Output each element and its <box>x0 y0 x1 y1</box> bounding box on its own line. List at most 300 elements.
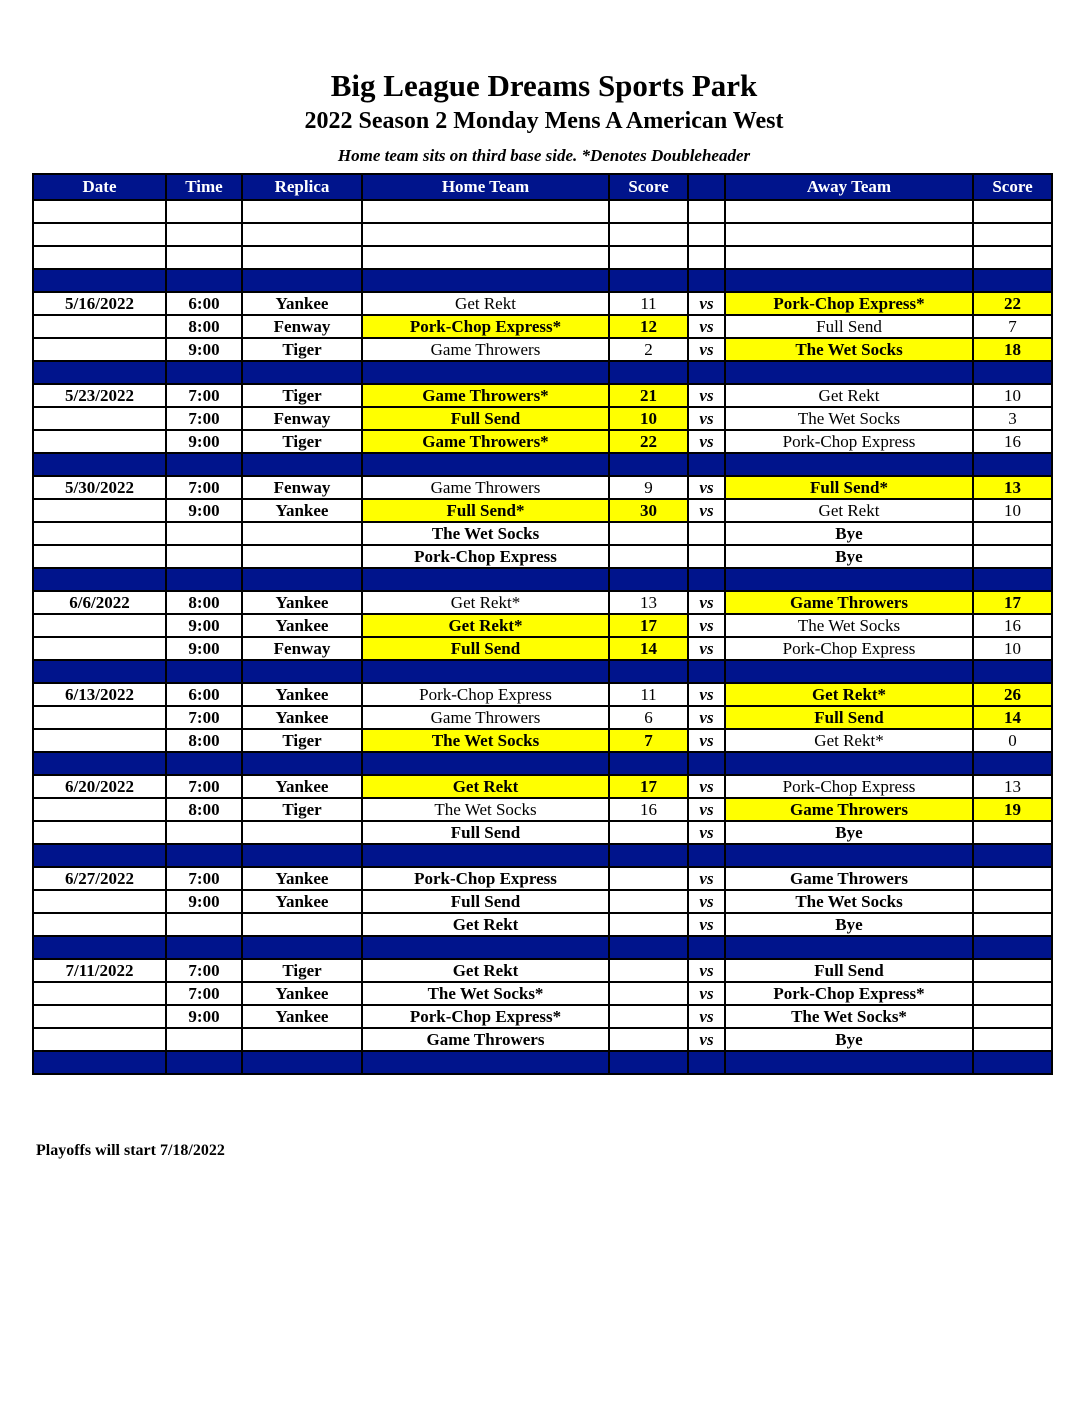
away-team-cell: Game Throwers <box>725 798 973 821</box>
home-score-cell <box>609 453 688 476</box>
away-team-cell: Pork-Chop Express <box>725 637 973 660</box>
away-team-cell: Get Rekt* <box>725 729 973 752</box>
game-row <box>33 775 1052 798</box>
date-cell: 6/13/2022 <box>33 683 166 706</box>
home-team-cell: Game Throwers <box>362 476 609 499</box>
week-separator-row <box>33 269 1052 292</box>
away-score-cell <box>973 522 1052 545</box>
game-row <box>33 522 1052 545</box>
date-cell <box>33 200 166 223</box>
home-team-cell: Pork-Chop Express <box>362 867 609 890</box>
week-separator-row <box>33 361 1052 384</box>
schedule-table <box>32 173 1053 1075</box>
home-score-cell: 17 <box>609 614 688 637</box>
away-team-cell: Full Send <box>725 706 973 729</box>
vs-cell <box>688 223 725 246</box>
date-cell <box>33 338 166 361</box>
vs-cell: vs <box>688 476 725 499</box>
away-team-cell: Full Send <box>725 959 973 982</box>
game-row <box>33 637 1052 660</box>
home-team-cell: Get Rekt <box>362 913 609 936</box>
game-row <box>33 1005 1052 1028</box>
time-cell <box>166 752 242 775</box>
time-cell: 7:00 <box>166 706 242 729</box>
home-team-cell: The Wet Socks* <box>362 982 609 1005</box>
vs-cell: vs <box>688 637 725 660</box>
away-team-cell: Full Send* <box>725 476 973 499</box>
home-score-cell <box>609 200 688 223</box>
home-team-cell: Game Throwers* <box>362 384 609 407</box>
away-team-cell: Pork-Chop Express* <box>725 982 973 1005</box>
replica-cell: Tiger <box>242 338 362 361</box>
time-cell <box>166 361 242 384</box>
home-score-cell <box>609 752 688 775</box>
away-score-cell <box>973 936 1052 959</box>
away-score-cell: 7 <box>973 315 1052 338</box>
replica-cell: Yankee <box>242 1005 362 1028</box>
replica-cell: Yankee <box>242 591 362 614</box>
replica-cell: Yankee <box>242 499 362 522</box>
game-row <box>33 729 1052 752</box>
time-cell <box>166 1028 242 1051</box>
away-score-cell <box>973 200 1052 223</box>
game-row <box>33 292 1052 315</box>
home-team-cell <box>362 936 609 959</box>
home-team-cell: Get Rekt <box>362 292 609 315</box>
date-cell <box>33 821 166 844</box>
date-cell: 5/23/2022 <box>33 384 166 407</box>
home-score-cell: 17 <box>609 775 688 798</box>
away-score-cell: 10 <box>973 637 1052 660</box>
away-team-cell <box>725 246 973 269</box>
date-cell: 5/16/2022 <box>33 292 166 315</box>
vs-cell <box>688 844 725 867</box>
playoffs-note: Playoffs will start 7/18/2022 <box>36 1142 225 1159</box>
blank-row <box>33 223 1052 246</box>
replica-cell: Yankee <box>242 292 362 315</box>
game-row <box>33 315 1052 338</box>
date-cell <box>33 1005 166 1028</box>
vs-cell: vs <box>688 798 725 821</box>
away-team-cell: Get Rekt <box>725 499 973 522</box>
vs-cell: vs <box>688 384 725 407</box>
home-team-cell: Get Rekt <box>362 959 609 982</box>
date-cell <box>33 936 166 959</box>
vs-cell: vs <box>688 890 725 913</box>
home-score-cell: 21 <box>609 384 688 407</box>
home-score-cell <box>609 982 688 1005</box>
home-score-cell <box>609 361 688 384</box>
home-team-cell <box>362 200 609 223</box>
time-cell: 9:00 <box>166 890 242 913</box>
game-row <box>33 982 1052 1005</box>
home-score-cell <box>609 660 688 683</box>
home-team-cell: Get Rekt* <box>362 614 609 637</box>
home-score-cell: 30 <box>609 499 688 522</box>
header-note: Home team sits on third base side. *Denotes Doubleheader <box>337 146 751 165</box>
date-cell <box>33 453 166 476</box>
time-cell: 6:00 <box>166 292 242 315</box>
time-cell <box>166 269 242 292</box>
away-team-cell <box>725 223 973 246</box>
game-row <box>33 890 1052 913</box>
away-score-cell: 13 <box>973 775 1052 798</box>
vs-cell: vs <box>688 614 725 637</box>
away-team-cell: Bye <box>725 1028 973 1051</box>
replica-cell <box>242 936 362 959</box>
away-score-cell <box>973 223 1052 246</box>
home-team-cell: Pork-Chop Express* <box>362 315 609 338</box>
time-cell <box>166 246 242 269</box>
home-score-cell <box>609 936 688 959</box>
away-score-cell <box>973 545 1052 568</box>
date-cell <box>33 798 166 821</box>
time-cell: 9:00 <box>166 637 242 660</box>
time-cell: 9:00 <box>166 499 242 522</box>
home-team-cell: Pork-Chop Express <box>362 545 609 568</box>
date-cell: 6/6/2022 <box>33 591 166 614</box>
replica-cell: Fenway <box>242 637 362 660</box>
date-cell <box>33 430 166 453</box>
date-cell <box>33 706 166 729</box>
away-team-cell: Bye <box>725 545 973 568</box>
home-team-cell: Game Throwers <box>362 706 609 729</box>
away-score-cell <box>973 890 1052 913</box>
vs-cell: vs <box>688 1005 725 1028</box>
date-cell <box>33 844 166 867</box>
home-team-cell: Pork-Chop Express* <box>362 1005 609 1028</box>
game-row <box>33 591 1052 614</box>
week-separator-row <box>33 660 1052 683</box>
time-cell <box>166 522 242 545</box>
away-team-cell: The Wet Socks <box>725 407 973 430</box>
away-score-cell: 17 <box>973 591 1052 614</box>
home-team-cell <box>362 752 609 775</box>
vs-cell: vs <box>688 683 725 706</box>
vs-cell: vs <box>688 867 725 890</box>
home-team-cell <box>362 844 609 867</box>
home-score-cell: 7 <box>609 729 688 752</box>
home-team-cell: Game Throwers* <box>362 430 609 453</box>
replica-cell <box>242 844 362 867</box>
away-score-cell <box>973 568 1052 591</box>
time-cell: 9:00 <box>166 1005 242 1028</box>
date-cell <box>33 1051 166 1074</box>
vs-cell <box>688 660 725 683</box>
vs-cell <box>688 246 725 269</box>
home-team-cell: Full Send <box>362 407 609 430</box>
game-row <box>33 798 1052 821</box>
away-score-cell: 16 <box>973 430 1052 453</box>
replica-cell <box>242 913 362 936</box>
time-cell <box>166 545 242 568</box>
away-team-cell: Bye <box>725 821 973 844</box>
away-score-cell <box>973 867 1052 890</box>
vs-cell <box>688 522 725 545</box>
time-cell: 9:00 <box>166 430 242 453</box>
time-cell: 9:00 <box>166 338 242 361</box>
vs-cell <box>688 752 725 775</box>
home-score-cell <box>609 545 688 568</box>
col-header-away-score: Score <box>973 174 1052 200</box>
home-team-cell <box>362 1051 609 1074</box>
away-score-cell <box>973 1005 1052 1028</box>
home-team-cell: Full Send <box>362 890 609 913</box>
away-score-cell <box>973 752 1052 775</box>
week-separator-row <box>33 844 1052 867</box>
replica-cell <box>242 1028 362 1051</box>
vs-cell <box>688 568 725 591</box>
away-score-cell: 0 <box>973 729 1052 752</box>
home-team-cell: The Wet Socks <box>362 729 609 752</box>
vs-cell: vs <box>688 982 725 1005</box>
vs-cell: vs <box>688 430 725 453</box>
replica-cell: Tiger <box>242 959 362 982</box>
replica-cell <box>242 269 362 292</box>
date-cell <box>33 545 166 568</box>
vs-cell: vs <box>688 499 725 522</box>
date-cell <box>33 913 166 936</box>
game-row <box>33 614 1052 637</box>
home-team-cell: Full Send* <box>362 499 609 522</box>
away-team-cell: Get Rekt* <box>725 683 973 706</box>
week-separator-row <box>33 568 1052 591</box>
vs-cell <box>688 361 725 384</box>
replica-cell <box>242 200 362 223</box>
away-team-cell <box>725 568 973 591</box>
vs-cell <box>688 453 725 476</box>
replica-cell: Yankee <box>242 982 362 1005</box>
vs-cell: vs <box>688 591 725 614</box>
away-team-cell: The Wet Socks <box>725 890 973 913</box>
time-cell: 7:00 <box>166 476 242 499</box>
away-score-cell <box>973 453 1052 476</box>
date-cell <box>33 660 166 683</box>
date-cell <box>33 315 166 338</box>
time-cell <box>166 223 242 246</box>
away-team-cell <box>725 200 973 223</box>
replica-cell: Fenway <box>242 476 362 499</box>
replica-cell: Yankee <box>242 890 362 913</box>
away-team-cell: Pork-Chop Express* <box>725 292 973 315</box>
date-cell <box>33 614 166 637</box>
home-score-cell: 12 <box>609 315 688 338</box>
game-row <box>33 1028 1052 1051</box>
away-score-cell: 13 <box>973 476 1052 499</box>
home-score-cell <box>609 913 688 936</box>
date-cell <box>33 568 166 591</box>
away-score-cell <box>973 982 1052 1005</box>
game-row <box>33 913 1052 936</box>
time-cell <box>166 936 242 959</box>
vs-cell: vs <box>688 292 725 315</box>
game-row <box>33 959 1052 982</box>
time-cell: 8:00 <box>166 729 242 752</box>
page-title: Big League Dreams Sports Park <box>330 68 758 103</box>
home-score-cell: 14 <box>609 637 688 660</box>
week-separator-row <box>33 453 1052 476</box>
home-score-cell: 22 <box>609 430 688 453</box>
game-row <box>33 407 1052 430</box>
away-score-cell: 26 <box>973 683 1052 706</box>
away-score-cell: 18 <box>973 338 1052 361</box>
home-team-cell: Pork-Chop Express <box>362 683 609 706</box>
away-score-cell <box>973 1051 1052 1074</box>
replica-cell: Yankee <box>242 775 362 798</box>
vs-cell: vs <box>688 913 725 936</box>
vs-cell: vs <box>688 315 725 338</box>
col-header-away-team: Away Team <box>725 174 973 200</box>
time-cell: 7:00 <box>166 959 242 982</box>
time-cell <box>166 1051 242 1074</box>
away-team-cell <box>725 844 973 867</box>
replica-cell: Yankee <box>242 867 362 890</box>
away-team-cell <box>725 1051 973 1074</box>
home-score-cell <box>609 821 688 844</box>
home-score-cell: 2 <box>609 338 688 361</box>
schedule-body <box>33 200 1052 1074</box>
replica-cell <box>242 660 362 683</box>
away-score-cell: 14 <box>973 706 1052 729</box>
week-separator-row <box>33 752 1052 775</box>
replica-cell: Tiger <box>242 384 362 407</box>
game-row <box>33 476 1052 499</box>
away-score-cell <box>973 660 1052 683</box>
game-row <box>33 867 1052 890</box>
home-score-cell <box>609 890 688 913</box>
home-team-cell: Get Rekt* <box>362 591 609 614</box>
replica-cell: Tiger <box>242 430 362 453</box>
away-score-cell: 10 <box>973 499 1052 522</box>
home-score-cell <box>609 1028 688 1051</box>
away-team-cell <box>725 361 973 384</box>
away-score-cell <box>973 913 1052 936</box>
date-cell <box>33 269 166 292</box>
page-subtitle: 2022 Season 2 Monday Mens A American West <box>304 108 784 134</box>
replica-cell: Tiger <box>242 729 362 752</box>
home-team-cell: Full Send <box>362 637 609 660</box>
time-cell <box>166 660 242 683</box>
replica-cell <box>242 752 362 775</box>
home-score-cell <box>609 223 688 246</box>
time-cell <box>166 913 242 936</box>
replica-cell <box>242 1051 362 1074</box>
away-team-cell: Full Send <box>725 315 973 338</box>
vs-cell: vs <box>688 407 725 430</box>
replica-cell: Tiger <box>242 798 362 821</box>
home-score-cell <box>609 522 688 545</box>
col-header-home-score: Score <box>609 174 688 200</box>
time-cell <box>166 200 242 223</box>
away-team-cell: Pork-Chop Express <box>725 430 973 453</box>
away-team-cell: Game Throwers <box>725 591 973 614</box>
away-team-cell: Bye <box>725 522 973 545</box>
time-cell: 7:00 <box>166 775 242 798</box>
vs-cell: vs <box>688 821 725 844</box>
away-score-cell <box>973 361 1052 384</box>
home-team-cell: Full Send <box>362 821 609 844</box>
date-cell <box>33 752 166 775</box>
home-team-cell <box>362 361 609 384</box>
home-score-cell <box>609 1005 688 1028</box>
away-score-cell <box>973 844 1052 867</box>
home-team-cell: Get Rekt <box>362 775 609 798</box>
away-score-cell: 3 <box>973 407 1052 430</box>
date-cell: 7/11/2022 <box>33 959 166 982</box>
vs-cell <box>688 936 725 959</box>
date-cell <box>33 982 166 1005</box>
col-header-replica: Replica <box>242 174 362 200</box>
home-score-cell <box>609 867 688 890</box>
replica-cell: Yankee <box>242 614 362 637</box>
home-score-cell: 11 <box>609 683 688 706</box>
time-cell: 8:00 <box>166 591 242 614</box>
away-score-cell: 16 <box>973 614 1052 637</box>
home-team-cell <box>362 568 609 591</box>
away-team-cell: The Wet Socks <box>725 614 973 637</box>
date-cell <box>33 246 166 269</box>
date-cell <box>33 890 166 913</box>
game-row <box>33 338 1052 361</box>
game-row <box>33 384 1052 407</box>
replica-cell <box>242 361 362 384</box>
home-team-cell <box>362 246 609 269</box>
home-score-cell <box>609 568 688 591</box>
home-score-cell <box>609 959 688 982</box>
replica-cell <box>242 522 362 545</box>
home-score-cell: 6 <box>609 706 688 729</box>
time-cell: 8:00 <box>166 798 242 821</box>
away-team-cell <box>725 269 973 292</box>
vs-cell: vs <box>688 775 725 798</box>
home-team-cell <box>362 269 609 292</box>
time-cell <box>166 568 242 591</box>
week-separator-row <box>33 1051 1052 1074</box>
away-team-cell: The Wet Socks* <box>725 1005 973 1028</box>
date-cell: 6/20/2022 <box>33 775 166 798</box>
home-score-cell: 10 <box>609 407 688 430</box>
home-team-cell: Game Throwers <box>362 338 609 361</box>
col-header-vs <box>688 174 725 200</box>
time-cell: 7:00 <box>166 407 242 430</box>
home-score-cell <box>609 246 688 269</box>
away-score-cell <box>973 246 1052 269</box>
blank-row <box>33 246 1052 269</box>
home-score-cell <box>609 269 688 292</box>
away-team-cell <box>725 453 973 476</box>
vs-cell <box>688 545 725 568</box>
game-row <box>33 499 1052 522</box>
away-score-cell: 19 <box>973 798 1052 821</box>
home-score-cell: 16 <box>609 798 688 821</box>
game-row <box>33 683 1052 706</box>
home-team-cell: The Wet Socks <box>362 798 609 821</box>
away-team-cell <box>725 660 973 683</box>
away-team-cell <box>725 752 973 775</box>
home-score-cell <box>609 1051 688 1074</box>
replica-cell <box>242 246 362 269</box>
home-team-cell: The Wet Socks <box>362 522 609 545</box>
col-header-home-team: Home Team <box>362 174 609 200</box>
date-cell: 5/30/2022 <box>33 476 166 499</box>
time-cell: 7:00 <box>166 384 242 407</box>
vs-cell: vs <box>688 706 725 729</box>
col-header-time: Time <box>166 174 242 200</box>
time-cell: 8:00 <box>166 315 242 338</box>
replica-cell <box>242 545 362 568</box>
away-team-cell: Pork-Chop Express <box>725 775 973 798</box>
vs-cell <box>688 269 725 292</box>
